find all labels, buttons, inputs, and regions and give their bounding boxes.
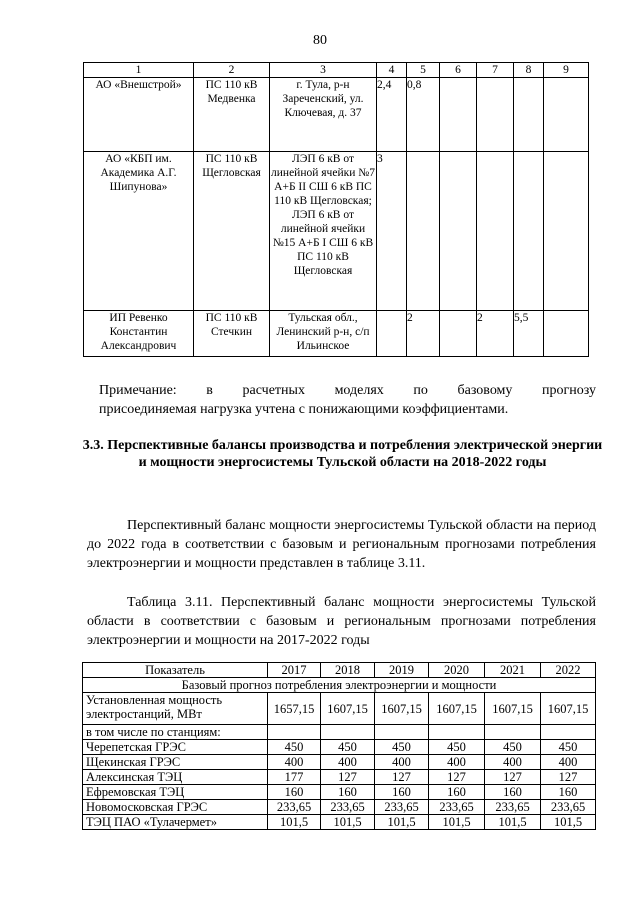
indicator-label: ТЭЦ ПАО «Тулачермет» — [83, 815, 268, 830]
year-header: 2021 — [485, 663, 541, 678]
value-cell: 400 — [375, 755, 429, 770]
page-number: 80 — [313, 33, 327, 48]
caption-text: Таблица 3.11. Перспективный баланс мощности энергосистемы Тульской области в соответствии с базовым и региональным прогнозами потребления электроэнергии и мощности на 2017-2022 годы — [87, 595, 596, 648]
value-cell: 233,65 — [268, 800, 321, 815]
indicator-label: Ефремовская ТЭЦ — [83, 785, 268, 800]
value-cell: 160 — [429, 785, 485, 800]
value-cell: 1657,15 — [268, 693, 321, 725]
value-cell — [429, 725, 485, 740]
value-cell: 2,4 — [377, 78, 407, 152]
column-header: 2 — [194, 63, 270, 78]
value-cell — [514, 78, 544, 152]
value-cell — [544, 152, 589, 311]
value-cell — [440, 152, 477, 311]
column-header: 9 — [544, 63, 589, 78]
value-cell: 450 — [485, 740, 541, 755]
column-header: 5 — [407, 63, 440, 78]
value-cell — [544, 78, 589, 152]
value-cell — [321, 725, 375, 740]
value-cell: 101,5 — [429, 815, 485, 830]
column-header: 1 — [84, 63, 194, 78]
value-cell: 233,65 — [429, 800, 485, 815]
connections-table — [83, 62, 589, 357]
address-cell: Тульская обл., Ленинский р-н, с/п Ильинское — [270, 311, 377, 357]
power-balance-table — [82, 662, 596, 830]
table-row — [83, 693, 596, 725]
indicator-label: Черепетская ГРЭС — [83, 740, 268, 755]
substation-cell: ПС 110 кВ Стечкин — [194, 311, 270, 357]
value-cell — [375, 725, 429, 740]
address-cell: ЛЭП 6 кВ от линейной ячейки №7 А+Б II СШ 6 кВ ПС 110 кВ Щегловская; ЛЭП 6 кВ от линейной ячейки №15 А+Б I СШ 6 кВ ПС 110 кВ Щегловская — [270, 152, 377, 311]
column-header: 6 — [440, 63, 477, 78]
value-cell: 450 — [375, 740, 429, 755]
value-cell: 400 — [485, 755, 541, 770]
value-cell: 101,5 — [321, 815, 375, 830]
address-cell: г. Тула, р-н Зареченский, ул. Ключевая, д. 37 — [270, 78, 377, 152]
value-cell: 233,65 — [485, 800, 541, 815]
table-row — [83, 755, 596, 770]
substation-cell: ПС 110 кВ Щегловская — [194, 152, 270, 311]
value-cell — [440, 78, 477, 152]
year-header: 2020 — [429, 663, 485, 678]
table-header-row — [84, 63, 589, 78]
table-row — [83, 800, 596, 815]
value-cell — [477, 78, 514, 152]
value-cell: 1607,15 — [321, 693, 375, 725]
note-line: присоединяемая нагрузка учтена с понижающими коэффициентами. — [99, 402, 509, 417]
value-cell: 160 — [321, 785, 375, 800]
value-cell — [485, 725, 541, 740]
table-caption — [87, 593, 596, 650]
value-cell: 127 — [375, 770, 429, 785]
value-cell — [377, 311, 407, 357]
value-cell: 0,8 — [407, 78, 440, 152]
value-cell: 2 — [477, 311, 514, 357]
value-cell: 101,5 — [268, 815, 321, 830]
value-cell: 127 — [485, 770, 541, 785]
column-header: 8 — [514, 63, 544, 78]
value-cell: 233,65 — [541, 800, 596, 815]
value-cell: 1607,15 — [429, 693, 485, 725]
value-cell: 127 — [429, 770, 485, 785]
value-cell: 101,5 — [485, 815, 541, 830]
value-cell — [541, 725, 596, 740]
column-header: 7 — [477, 63, 514, 78]
value-cell: 160 — [541, 785, 596, 800]
value-cell: 450 — [541, 740, 596, 755]
year-header: 2022 — [541, 663, 596, 678]
value-cell — [514, 152, 544, 311]
table-row — [84, 152, 589, 311]
value-cell — [268, 725, 321, 740]
consumer-cell: АО «КБП им. Академика А.Г. Шипунова» — [84, 152, 194, 311]
table-row — [83, 770, 596, 785]
value-cell — [544, 311, 589, 357]
value-cell: 1607,15 — [541, 693, 596, 725]
value-cell: 101,5 — [375, 815, 429, 830]
value-cell: 1607,15 — [375, 693, 429, 725]
value-cell: 2 — [407, 311, 440, 357]
value-cell — [407, 152, 440, 311]
table-subheader-row — [83, 678, 596, 693]
value-cell: 400 — [541, 755, 596, 770]
value-cell: 450 — [429, 740, 485, 755]
table-row — [84, 311, 589, 357]
value-cell: 450 — [268, 740, 321, 755]
value-cell: 400 — [268, 755, 321, 770]
value-cell: 233,65 — [375, 800, 429, 815]
forecast-subheader: Базовый прогноз потребления электроэнергии и мощности — [83, 678, 596, 693]
value-cell: 127 — [541, 770, 596, 785]
value-cell: 400 — [429, 755, 485, 770]
value-cell: 5,5 — [514, 311, 544, 357]
paragraph-text: Перспективный баланс мощности энергосистемы Тульской области на период до 2022 года в соответствии с базовым и региональным прогнозами потребления электроэнергии и мощности представлен в таблице 3.11. — [87, 518, 596, 571]
table-row — [84, 78, 589, 152]
value-cell: 127 — [321, 770, 375, 785]
value-cell — [440, 311, 477, 357]
indicator-label: Установленная мощность электростанций, МВт — [83, 693, 268, 725]
indicator-label: Новомосковская ГРЭС — [83, 800, 268, 815]
indicator-label: в том числе по станциям: — [83, 725, 268, 740]
year-header: 2019 — [375, 663, 429, 678]
table-row — [83, 785, 596, 800]
value-cell: 233,65 — [321, 800, 375, 815]
table-header-row — [83, 663, 596, 678]
substation-cell: ПС 110 кВ Медвенка — [194, 78, 270, 152]
column-header: Показатель — [83, 663, 268, 678]
column-header: 3 — [270, 63, 377, 78]
body-paragraph — [87, 516, 596, 573]
consumer-cell: ИП Ревенко Константин Александрович — [84, 311, 194, 357]
value-cell: 160 — [375, 785, 429, 800]
indicator-label: Щекинская ГРЭС — [83, 755, 268, 770]
column-header: 4 — [377, 63, 407, 78]
section-heading: 3.3. Перспективные балансы производства и потребления электрической энергии и мощности энергосистемы Тульской области на 2018-2022 годы — [82, 438, 603, 470]
value-cell: 400 — [321, 755, 375, 770]
consumer-cell: АО «Внешстрой» — [84, 78, 194, 152]
note-line: Примечание: в расчетных моделях по базовому прогнозу — [99, 383, 596, 398]
value-cell: 1607,15 — [485, 693, 541, 725]
value-cell — [477, 152, 514, 311]
table-note — [99, 381, 596, 419]
table-row — [83, 725, 596, 740]
year-header: 2018 — [321, 663, 375, 678]
value-cell: 3 — [377, 152, 407, 311]
year-header: 2017 — [268, 663, 321, 678]
value-cell: 160 — [485, 785, 541, 800]
table-row — [83, 815, 596, 830]
value-cell: 160 — [268, 785, 321, 800]
indicator-label: Алексинская ТЭЦ — [83, 770, 268, 785]
value-cell: 101,5 — [541, 815, 596, 830]
table-row — [83, 740, 596, 755]
value-cell: 450 — [321, 740, 375, 755]
value-cell: 177 — [268, 770, 321, 785]
